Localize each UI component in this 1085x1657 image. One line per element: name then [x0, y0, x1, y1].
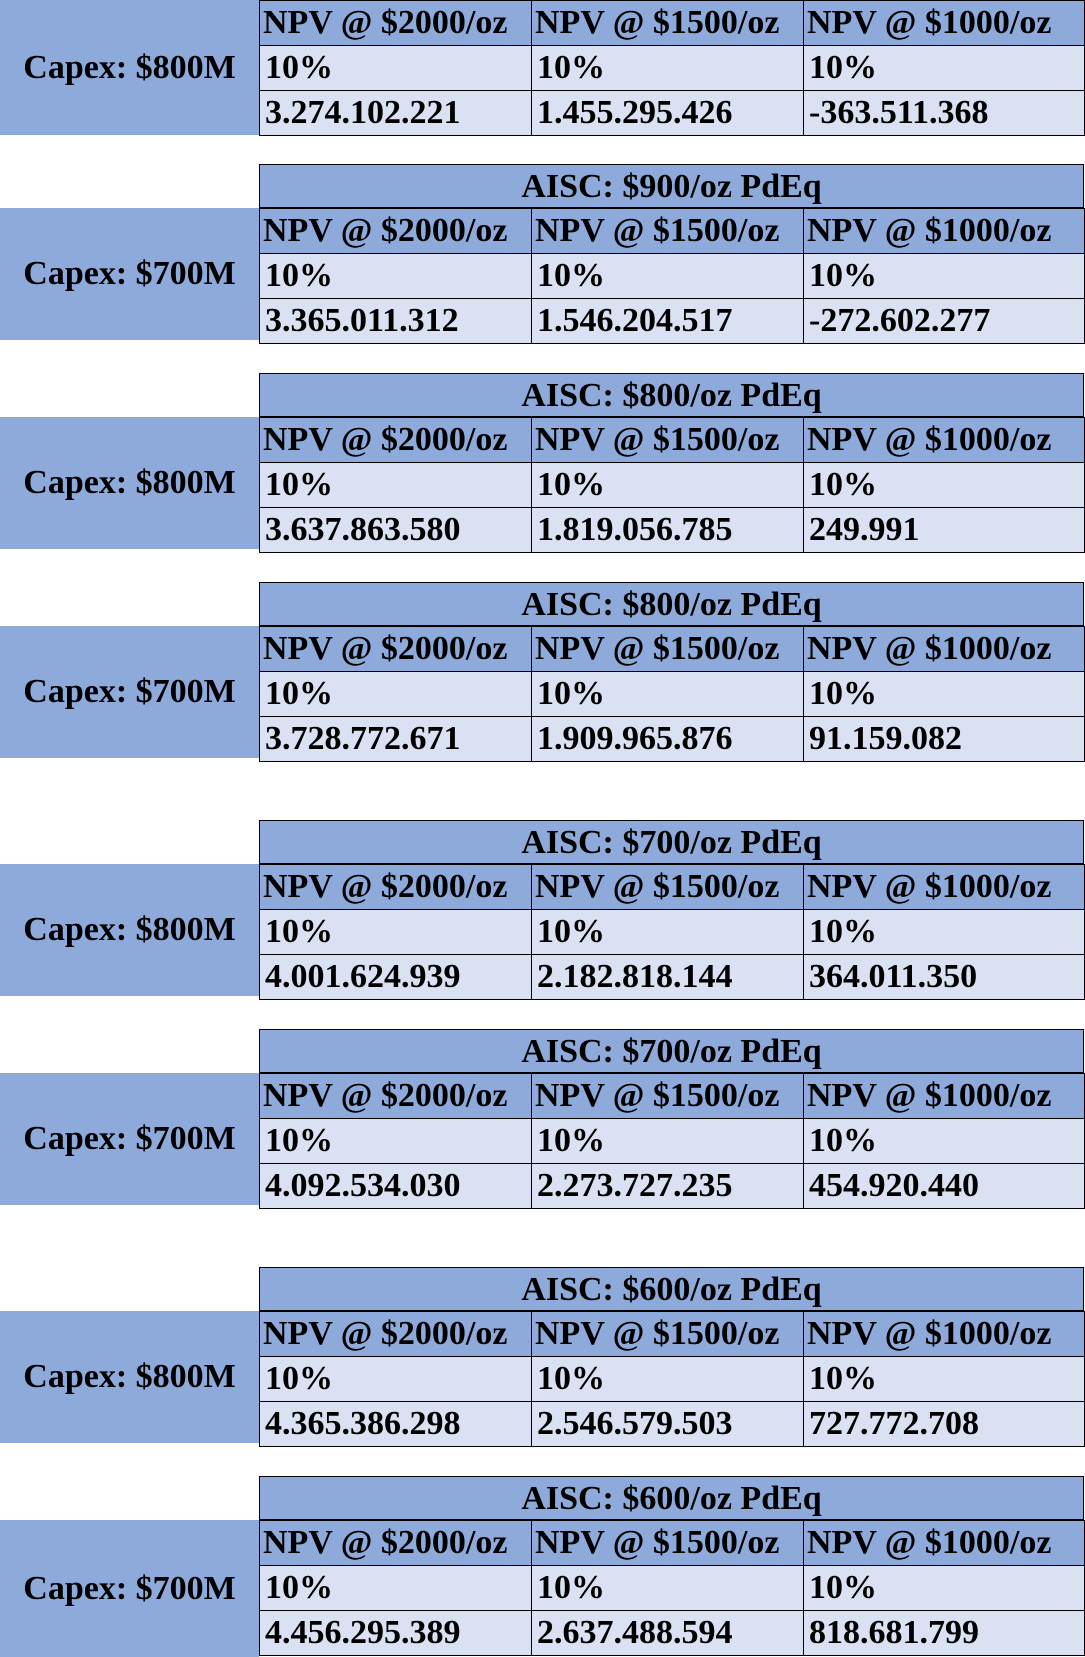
discount-rate: 10% — [804, 1566, 1085, 1611]
price-header: NPV @ $1000/oz — [804, 1312, 1085, 1357]
discount-rate: 10% — [260, 910, 532, 955]
price-header: NPV @ $2000/oz — [260, 418, 532, 463]
npv-value: 818.681.799 — [804, 1611, 1085, 1656]
npv-value: 3.637.863.580 — [260, 508, 532, 553]
discount-rate: 10% — [532, 1357, 804, 1402]
price-header-row — [260, 865, 1085, 910]
price-header: NPV @ $2000/oz — [260, 1074, 532, 1119]
price-header: NPV @ $1000/oz — [804, 1074, 1085, 1119]
aisc-header: AISC: $600/oz PdEq — [259, 1476, 1084, 1520]
price-header: NPV @ $1500/oz — [532, 1, 804, 46]
npv-value-row — [260, 1402, 1085, 1447]
capex-label: Capex: $700M — [0, 626, 259, 758]
price-header-row — [260, 627, 1085, 672]
price-header: NPV @ $1500/oz — [532, 1074, 804, 1119]
npv-value-row — [260, 299, 1085, 344]
npv-value-row — [260, 91, 1085, 136]
npv-value: -363.511.368 — [804, 91, 1085, 136]
price-header: NPV @ $1500/oz — [532, 1312, 804, 1357]
aisc-header: AISC: $800/oz PdEq — [259, 373, 1084, 417]
discount-rate-row — [260, 46, 1085, 91]
npv-table — [259, 1073, 1085, 1209]
discount-rate-row — [260, 1119, 1085, 1164]
npv-value: 2.273.727.235 — [532, 1164, 804, 1209]
price-header-row — [260, 418, 1085, 463]
capex-label: Capex: $800M — [0, 864, 259, 996]
price-header: NPV @ $1000/oz — [804, 209, 1085, 254]
discount-rate: 10% — [804, 46, 1085, 91]
npv-table — [259, 864, 1085, 1000]
price-header: NPV @ $1000/oz — [804, 627, 1085, 672]
npv-table — [259, 0, 1085, 136]
npv-value: 4.001.624.939 — [260, 955, 532, 1000]
discount-rate-row — [260, 1357, 1085, 1402]
npv-value-row — [260, 1611, 1085, 1656]
aisc-header: AISC: $800/oz PdEq — [259, 582, 1084, 626]
price-header: NPV @ $2000/oz — [260, 209, 532, 254]
discount-rate: 10% — [532, 463, 804, 508]
npv-value-row — [260, 955, 1085, 1000]
npv-value: 4.456.295.389 — [260, 1611, 532, 1656]
price-header-row — [260, 209, 1085, 254]
price-header: NPV @ $1500/oz — [532, 865, 804, 910]
npv-value: 2.637.488.594 — [532, 1611, 804, 1656]
discount-rate-row — [260, 254, 1085, 299]
discount-rate: 10% — [260, 1566, 532, 1611]
discount-rate: 10% — [804, 463, 1085, 508]
discount-rate: 10% — [532, 1119, 804, 1164]
aisc-header: AISC: $700/oz PdEq — [259, 1029, 1084, 1073]
npv-value: 364.011.350 — [804, 955, 1085, 1000]
npv-value: 2.182.818.144 — [532, 955, 804, 1000]
discount-rate: 10% — [260, 1357, 532, 1402]
npv-value: 3.274.102.221 — [260, 91, 532, 136]
npv-value: 4.092.534.030 — [260, 1164, 532, 1209]
npv-value: 4.365.386.298 — [260, 1402, 532, 1447]
npv-table — [259, 1520, 1085, 1656]
discount-rate-row — [260, 463, 1085, 508]
discount-rate: 10% — [260, 1119, 532, 1164]
price-header: NPV @ $1500/oz — [532, 1521, 804, 1566]
npv-value-row — [260, 1164, 1085, 1209]
npv-value: 454.920.440 — [804, 1164, 1085, 1209]
npv-value: 1.909.965.876 — [532, 717, 804, 762]
npv-table — [259, 417, 1085, 553]
npv-value: 1.455.295.426 — [532, 91, 804, 136]
price-header: NPV @ $1000/oz — [804, 1521, 1085, 1566]
price-header: NPV @ $1000/oz — [804, 1, 1085, 46]
discount-rate: 10% — [532, 672, 804, 717]
price-header: NPV @ $1000/oz — [804, 418, 1085, 463]
npv-table — [259, 208, 1085, 344]
capex-label: Capex: $800M — [0, 0, 259, 135]
price-header: NPV @ $2000/oz — [260, 1, 532, 46]
npv-value: 2.546.579.503 — [532, 1402, 804, 1447]
capex-label: Capex: $700M — [0, 208, 259, 340]
discount-rate: 10% — [532, 46, 804, 91]
discount-rate: 10% — [804, 1357, 1085, 1402]
npv-table — [259, 626, 1085, 762]
capex-label: Capex: $700M — [0, 1520, 259, 1657]
npv-value: 1.546.204.517 — [532, 299, 804, 344]
price-header-row — [260, 1074, 1085, 1119]
aisc-header: AISC: $900/oz PdEq — [259, 164, 1084, 208]
discount-rate: 10% — [260, 463, 532, 508]
price-header-row — [260, 1, 1085, 46]
npv-value: 727.772.708 — [804, 1402, 1085, 1447]
discount-rate: 10% — [804, 672, 1085, 717]
npv-value: 91.159.082 — [804, 717, 1085, 762]
price-header: NPV @ $2000/oz — [260, 627, 532, 672]
discount-rate-row — [260, 910, 1085, 955]
aisc-header: AISC: $600/oz PdEq — [259, 1267, 1084, 1311]
discount-rate: 10% — [532, 1566, 804, 1611]
discount-rate: 10% — [804, 910, 1085, 955]
price-header: NPV @ $2000/oz — [260, 865, 532, 910]
discount-rate: 10% — [532, 910, 804, 955]
npv-value-row — [260, 717, 1085, 762]
price-header: NPV @ $1000/oz — [804, 865, 1085, 910]
discount-rate: 10% — [260, 672, 532, 717]
npv-value-row — [260, 508, 1085, 553]
capex-label: Capex: $700M — [0, 1073, 259, 1205]
capex-label: Capex: $800M — [0, 417, 259, 549]
discount-rate-row — [260, 1566, 1085, 1611]
npv-table — [259, 1311, 1085, 1447]
price-header: NPV @ $2000/oz — [260, 1312, 532, 1357]
price-header-row — [260, 1312, 1085, 1357]
npv-value: -272.602.277 — [804, 299, 1085, 344]
npv-value: 1.819.056.785 — [532, 508, 804, 553]
npv-value: 249.991 — [804, 508, 1085, 553]
discount-rate: 10% — [804, 1119, 1085, 1164]
price-header: NPV @ $1500/oz — [532, 627, 804, 672]
discount-rate-row — [260, 672, 1085, 717]
price-header: NPV @ $1500/oz — [532, 209, 804, 254]
discount-rate: 10% — [260, 46, 532, 91]
price-header: NPV @ $1500/oz — [532, 418, 804, 463]
price-header-row — [260, 1521, 1085, 1566]
discount-rate: 10% — [804, 254, 1085, 299]
price-header: NPV @ $2000/oz — [260, 1521, 532, 1566]
aisc-header: AISC: $700/oz PdEq — [259, 820, 1084, 864]
discount-rate: 10% — [532, 254, 804, 299]
npv-value: 3.728.772.671 — [260, 717, 532, 762]
capex-label: Capex: $800M — [0, 1311, 259, 1443]
discount-rate: 10% — [260, 254, 532, 299]
npv-value: 3.365.011.312 — [260, 299, 532, 344]
